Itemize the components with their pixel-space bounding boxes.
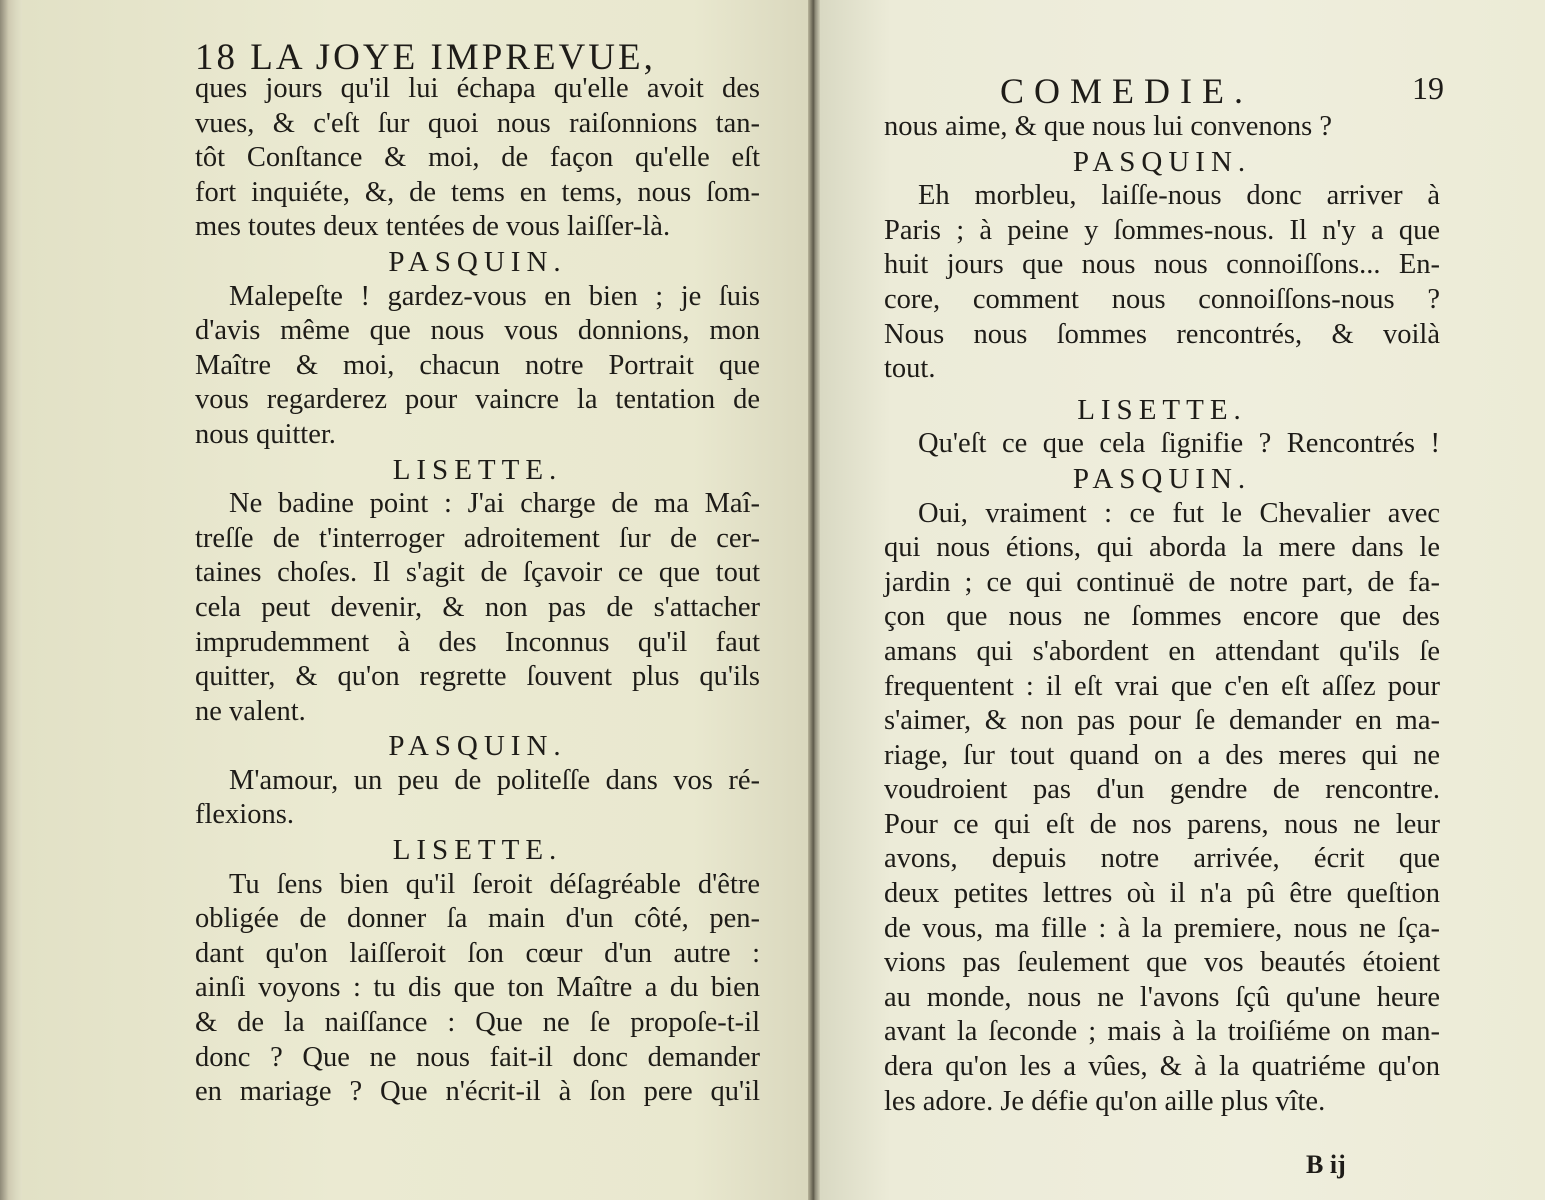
text-line: mes toutes deux tentées de vous laiſſer-là.: [195, 211, 671, 243]
text-line: vues, & c'eſt ſur quoi nous raiſonnions tan-: [195, 107, 760, 139]
text-line: Ne badine point : J'ai charge de ma Maî-: [229, 488, 760, 520]
text-line: Eh morbleu, laiſſe-nous donc arriver à: [918, 180, 1440, 212]
text-line: Nous nous ſommes rencontrés, & voilà: [884, 318, 1440, 350]
text-line: ques jours qu'il lui échapa qu'elle avoit des: [195, 73, 760, 104]
right-page-number: 19: [1412, 70, 1444, 106]
speaker-name: LISETTE.: [1077, 393, 1247, 426]
text-line: en mariage ? Que n'écrit-il à ſon pere qu'il: [195, 1076, 760, 1108]
text-line: s'aimer, & non pas pour ſe demander en ma-: [884, 705, 1440, 737]
text-line: amans qui s'abordent en attendant qu'ils ſe: [884, 635, 1440, 667]
text-line: ainſi voyons : tu dis que ton Maître a du bien: [195, 972, 760, 1004]
right-running-head: COMEDIE.: [1000, 71, 1253, 111]
text-line: ne valent.: [195, 695, 306, 727]
text-line: deux petites lettres où il n'a pû être queſtion: [884, 878, 1440, 910]
text-line: qui nous étions, qui aborda la mere dans le: [884, 532, 1440, 564]
speaker-name: LISETTE.: [392, 453, 563, 486]
text-line: les adore. Je défie qu'on aille plus vîte.: [884, 1085, 1326, 1117]
speaker-name: PASQUIN.: [1072, 462, 1252, 495]
text-line: dera qu'on les a vûes, & à la quatriéme qu'on: [884, 1051, 1440, 1083]
text-line: donc ? Que ne nous fait-il donc demander: [195, 1041, 760, 1073]
text-line: avant la ſeconde ; mais à la troiſiéme on man-: [884, 1016, 1440, 1048]
text-line: flexions.: [195, 799, 294, 831]
text-line: treſſe de t'interroger adroitement ſur de cer-: [195, 522, 760, 554]
text-line: çon que nous ne ſommes encore que des: [884, 601, 1440, 633]
speaker-name: PASQUIN.: [388, 730, 567, 763]
left-page-text: [195, 72, 760, 1110]
text-line: de vous, ma fille : à la premiere, nous ne ſça-: [884, 912, 1440, 944]
text-line: voudroient pas d'un gendre de rencontre.: [884, 774, 1440, 806]
text-line: cela peut devenir, & non pas de s'attacher: [195, 591, 760, 623]
text-line: Qu'eſt ce que cela ſignifie ? Rencontrés !: [918, 428, 1440, 460]
text-line: nous quitter.: [195, 418, 336, 450]
text-line: dant qu'on laiſſeroit ſon cœur d'un autre :: [195, 937, 760, 969]
speaker-name: PASQUIN.: [388, 245, 567, 278]
left-running-head: 18 LA JOYE IMPREVUE,: [195, 37, 656, 78]
book-gutter: [808, 0, 820, 1200]
text-line: tôt Conſtance & moi, de façon qu'elle eſt: [195, 142, 760, 174]
text-line: fort inquiéte, &, de tems en tems, nous ſom-: [195, 176, 760, 208]
text-line: frequentent : il eſt vrai que c'en eſt aſſez pour: [884, 670, 1440, 702]
text-line: obligée de donner ſa main d'un côté, pen-: [195, 903, 760, 935]
text-line: M'amour, un peu de politeſſe dans vos ré-: [229, 764, 760, 796]
text-line: imprudemment à des Inconnus qu'il faut: [195, 626, 760, 658]
text-line: tout.: [884, 353, 936, 385]
text-line: Pour ce qui eſt de nos parens, nous ne leur: [884, 808, 1440, 840]
speaker-name: PASQUIN.: [1072, 145, 1252, 178]
text-line: riage, ſur tout quand on a des meres qui ne: [884, 739, 1440, 771]
text-line: Tu ſens bien qu'il ſeroit déſagréable d'être: [229, 868, 760, 900]
text-line: quitter, & qu'on regrette ſouvent plus qu'ils: [195, 661, 760, 693]
text-line: d'avis même que nous vous donnions, mon: [195, 315, 760, 347]
text-line: vions pas ſeulement que vos beautés étoient: [884, 947, 1440, 979]
text-line: avons, depuis notre arrivée, écrit que: [884, 843, 1440, 875]
right-page-text: [884, 110, 1440, 1119]
book-edge: [0, 0, 22, 1200]
text-line: Maître & moi, chacun notre Portrait que: [195, 349, 760, 381]
text-line: Paris ; à peine y ſommes-nous. Il n'y a que: [884, 214, 1440, 246]
text-line: Oui, vraiment : ce fut le Chevalier avec: [918, 497, 1440, 529]
speaker-name: LISETTE.: [392, 834, 563, 867]
text-line: & de la naiſſance : Que ne ſe propoſe-t-il: [195, 1007, 760, 1039]
text-line: core, comment nous connoiſſons-nous ?: [884, 283, 1440, 315]
text-line: jardin ; ce qui continuë de notre part, de fa-: [884, 566, 1440, 598]
text-line: taines choſes. Il s'agit de ſçavoir ce que tout: [195, 557, 760, 589]
text-line: Malepeſte ! gardez-vous en bien ; je ſuis: [229, 280, 760, 312]
text-line: nous aime, & que nous lui convenons ?: [884, 111, 1333, 142]
signature-mark: B ij: [1306, 1150, 1346, 1179]
text-line: huit jours que nous nous connoiſſons... En-: [884, 249, 1440, 281]
text-line: vous regarderez pour vaincre la tentation de: [195, 384, 760, 416]
text-line: au monde, nous ne l'avons ſçû qu'une heure: [884, 981, 1440, 1013]
